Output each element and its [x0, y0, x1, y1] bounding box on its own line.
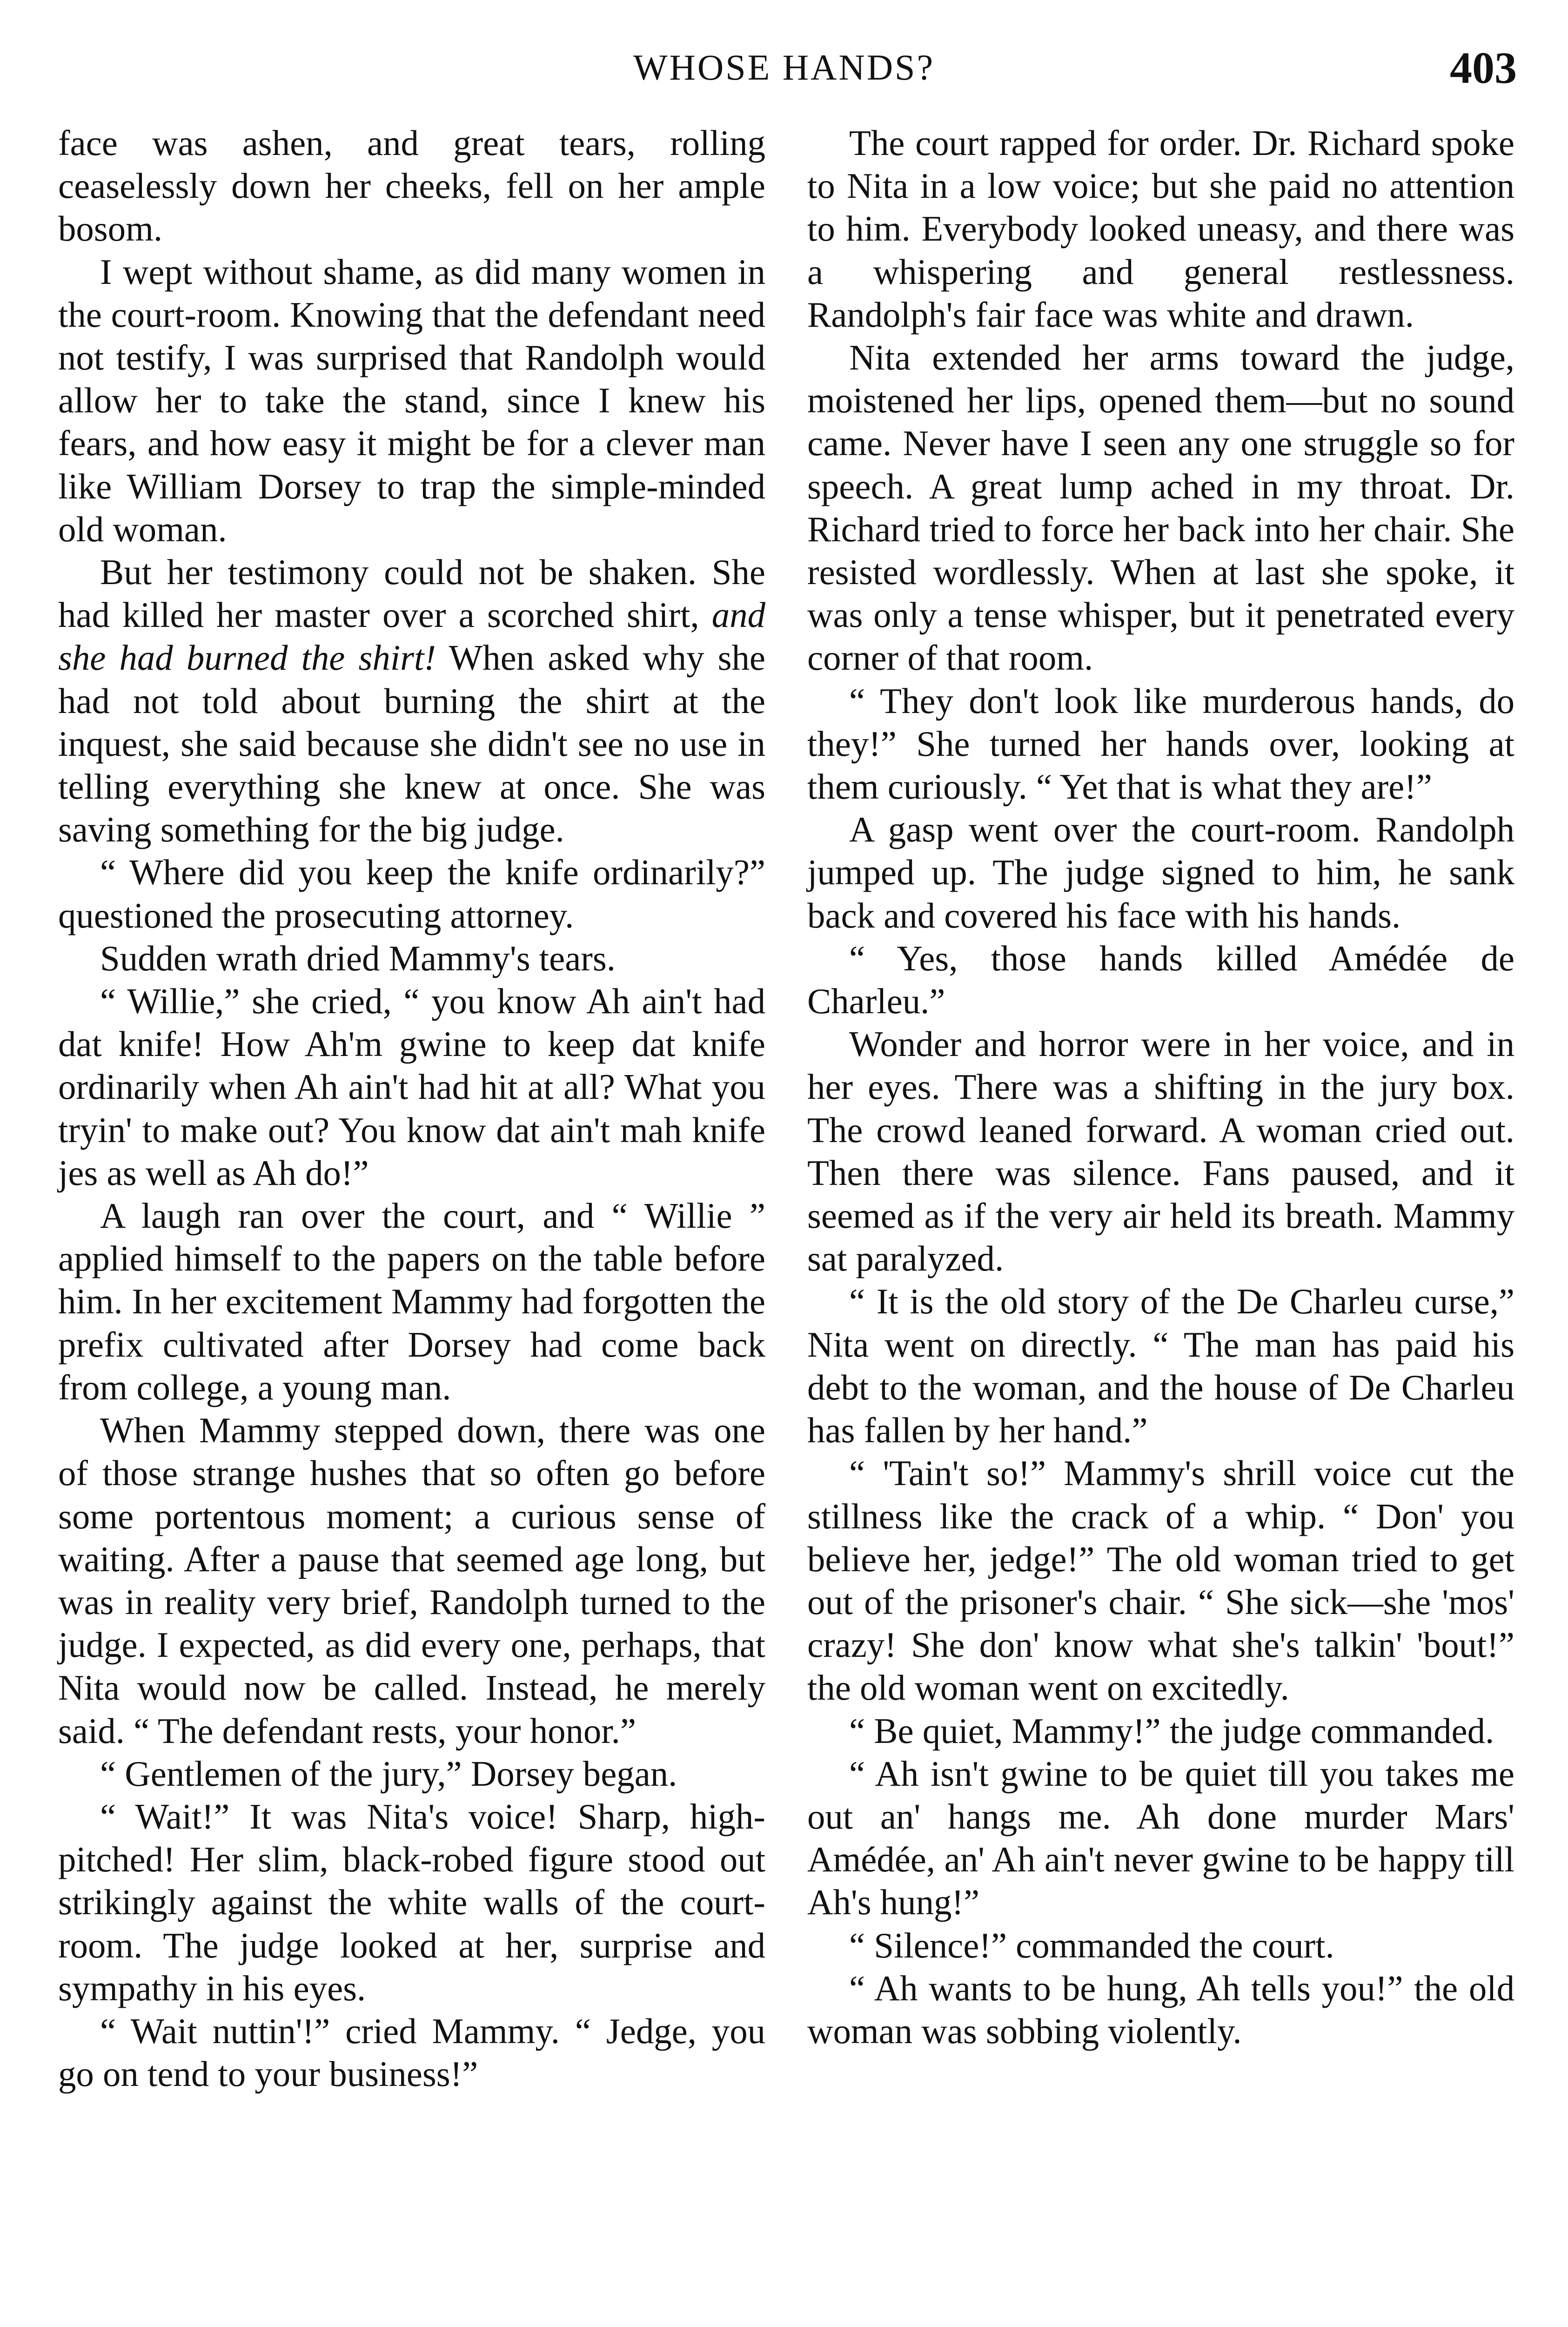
italic-emphasis: and she had burned the shirt! — [58, 595, 765, 678]
paragraph: Nita extended her arms toward the judge, moistened her lips, opened them—but no sound came. Never have I seen any one struggle so for speech. A great lump ached in my throat. Dr. Richard tried to force her back into her chair. She resisted wordlessly. When at last she spoke, it was only a tense whisper, but it penetrated every corner of that room. — [807, 338, 1514, 678]
paragraph: “ Ah isn't gwine to be quiet till you takes me out an' hangs me. Ah done murder Mars' Amédée, an' Ah ain't never gwine to be happy till Ah's hung!” — [807, 1754, 1514, 1923]
paragraph: “ They don't look like murderous hands, do they!” She turned her hands over, looking at them curiously. “ Yet that is what they are!” — [807, 681, 1514, 807]
paragraph: “ Gentlemen of the jury,” Dorsey began. — [100, 1754, 677, 1794]
paragraph — [58, 551, 765, 851]
paragraph: Wonder and horror were in her voice, and in her eyes. There was a shifting in the jury box. The crowd leaned forward. A woman cried out. Then there was silence. Fans paused, and it seemed as if the very air held its breath. Mammy sat paralyzed. — [807, 1024, 1514, 1279]
paragraph: “ Yes, those hands killed Amédée de Charleu.” — [807, 938, 1514, 1022]
paragraph: face was ashen, and great tears, rolling ceaselessly down her cheeks, fell on her ample bosom. — [58, 123, 765, 249]
paragraph: “ Willie,” she cried, “ you know Ah ain't had dat knife! How Ah'm gwine to keep dat knife ordinarily when Ah ain't had hit at all? What you tryin' to make out? You know dat ain't mah knife jes as well as Ah do!” — [58, 982, 765, 1193]
paragraph: The court rapped for order. Dr. Richard spoke to Nita in a low voice; but she paid no attention to him. Everybody looked uneasy, and there was a whispering and general restlessness. Randolph's fair face was white and drawn. — [807, 123, 1514, 335]
paragraph: “ Silence!” commanded the court. — [849, 1925, 1334, 1965]
running-title: WHOSE HANDS? — [633, 47, 935, 87]
paragraph: Sudden wrath dried Mammy's tears. — [100, 938, 616, 978]
paragraph: I wept without shame, as did many women in the court-room. Knowing that the defendant need not testify, I was surprised that Randolph would allow her to take the stand, since I knew his fears, and how easy it might be for a clever man like William Dorsey to trap the simple-minded old woman. — [58, 252, 765, 549]
left-column — [58, 122, 765, 2096]
paragraph: “ Wait!” It was Nita's voice! Sharp, high-pitched! Her slim, black-robed figure stood out strikingly against the white walls of the court-room. The judge looked at her, surprise and sympathy in his eyes. — [58, 1796, 765, 2008]
paragraph: “ 'Tain't so!” Mammy's shrill voice cut the stillness like the crack of a whip. “ Don' you believe her, jedge!” The old woman tried to get out of the prisoner's chair. “ She sick—she 'mos' crazy! She don' know what she's talkin' 'bout!” the old woman went on excitedly. — [807, 1453, 1514, 1708]
running-header — [0, 42, 1568, 98]
paragraph: When Mammy stepped down, there was one of those strange hushes that so often go before some portentous moment; a curious sense of waiting. After a pause that seemed age long, but was in reality very brief, Randolph turned to the judge. I expected, as did every one, perhaps, that Nita would now be called. Instead, he merely said. “ The defendant rests, your honor.” — [58, 1411, 765, 1751]
right-column — [807, 122, 1514, 2053]
paragraph: “ Where did you keep the knife ordinarily?” questioned the prosecuting attorney. — [58, 853, 765, 935]
paragraph: “ Ah wants to be hung, Ah tells you!” the old woman was sobbing violently. — [807, 1968, 1514, 2051]
paragraph: A gasp went over the court-room. Randolph jumped up. The judge signed to him, he sank back and covered his face with his hands. — [807, 810, 1514, 935]
paragraph: “ Wait nuttin'!” cried Mammy. “ Jedge, you go on tend to your business!” — [58, 2011, 765, 2094]
paragraph: A laugh ran over the court, and “ Willie ” applied himself to the papers on the table before him. In her excitement Mammy had forgotten the prefix cultivated after Dorsey had come back from college, a young man. — [58, 1196, 765, 1407]
page-number: 403 — [1450, 43, 1517, 93]
text-run: But her testimony could not be shaken. She had killed her master over a scorched shirt, — [58, 552, 765, 635]
paragraph: “ It is the old story of the De Charleu curse,” Nita went on directly. “ The man has paid his debt to the woman, and the house of De Charleu has fallen by her hand.” — [807, 1282, 1514, 1451]
text-run: When asked why she had not told about burning the shirt at the inquest, she said because she didn't see no use in telling everything she knew at once. She was saving something for the big judge. — [58, 638, 765, 850]
paragraph: “ Be quiet, Mammy!” the judge commanded. — [849, 1711, 1494, 1751]
